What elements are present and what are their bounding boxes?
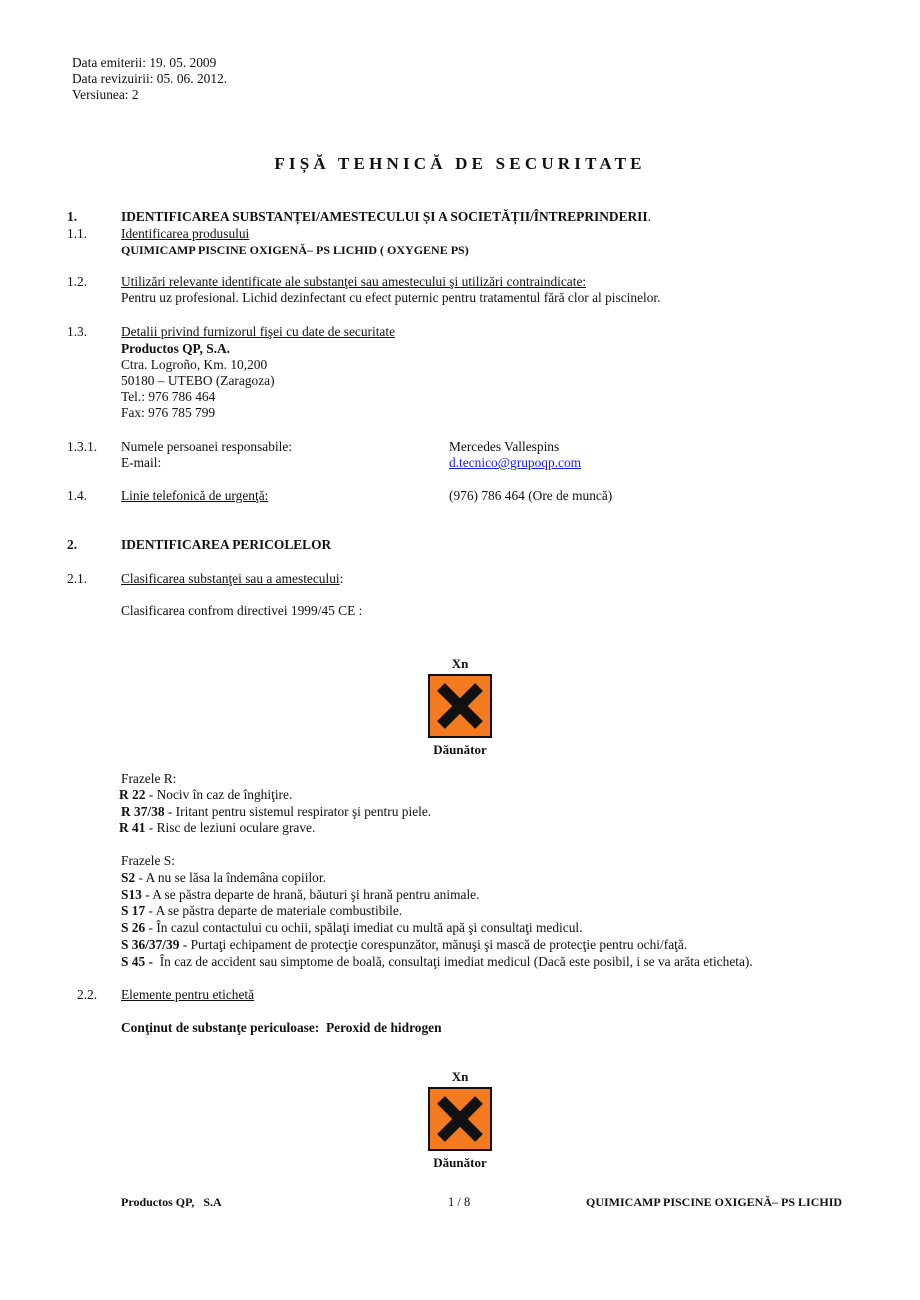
footer-page-number: 1 / 8 [448,1195,471,1209]
pictogram-code: Xn [451,1069,469,1084]
supplier-fax: Fax: 976 785 799 [121,405,216,420]
classification-directive: Clasificarea confrom directivei 1999/45 CE : [121,603,363,618]
section-2-1-label: Clasificarea substanţei sau a amestecului: [121,571,344,586]
s-phrase: S 45 - În caz de accident sau simptome de boală, consultaţi imediat medicul (Dacă este posibil, i se va arăta eticheta). [121,954,753,969]
section-1-heading: IDENTIFICAREA SUBSTANȚEI/AMESTECULUI ȘI A SOCIETĂȚII/ÎNTREPRINDERII. [121,209,651,224]
s-phrase: S2 - A nu se lăsa la îndemâna copiilor. [121,870,326,885]
hazardous-content: Conţinut de substanţe periculoase: Peroxid de hidrogen [121,1020,442,1035]
label-hazard-pictogram [405,1069,515,1171]
emergency-phone-label: Linie telefonică de urgenţă: [121,488,269,503]
s-phrase: S13 - A se păstra departe de hrană, băuturi şi hrană pentru animale. [121,887,480,902]
footer-company: Productos QP, S.A [121,1195,222,1209]
supplier-address-1: Ctra. Logroño, Km. 10,200 [121,357,268,372]
responsible-person-value: Mercedes Vallespins [449,439,560,454]
r-phrases-heading: Frazele R: [121,771,177,786]
section-2-2-number: 2.2. [77,987,98,1002]
section-2-2-label: Elemente pentru etichetă [121,987,255,1002]
section-1-3-number: 1.3. [67,324,88,339]
section-1-2-label: Utilizări relevante identificate ale substanţei sau amestecului şi utilizări contraindicate: [121,274,587,289]
issue-date: Data emiterii: 19. 05. 2009 [72,55,217,70]
product-name: QUIMICAMP PISCINE OXIGENĂ– PS LICHID ( OXYGENE PS) [121,243,469,257]
section-1-2-number: 1.2. [67,274,88,289]
section-1-1-label: Identificarea produsului [121,226,250,241]
supplier-company: Productos QP, S.A. [121,341,231,356]
section-1-2-text: Pentru uz profesional. Lichid dezinfectant cu efect puternic pentru tratamentul fără clor al piscinelor. [121,290,661,305]
footer-product: QUIMICAMP PISCINE OXIGENĂ– PS LICHID [586,1195,843,1209]
section-1-3-1-number: 1.3.1. [67,439,98,454]
section-1-number: 1. [67,209,78,224]
hazard-pictogram [405,656,515,758]
document-title: FIȘĂ TEHNICĂ DE SECURITATE [274,154,646,173]
section-1-1-number: 1.1. [67,226,88,241]
section-1-4-number: 1.4. [67,488,88,503]
email-label: E-mail: [121,455,162,470]
s-phrase: S 26 - În cazul contactului cu ochii, spălaţi imediat cu multă apă şi consultaţi medicul. [121,920,583,935]
pictogram-code: Xn [451,656,469,671]
responsible-person-label: Numele persoanei responsabile: [121,439,293,454]
harmful-x-icon [428,1087,492,1151]
r-phrase: R 22 - Nociv în caz de înghiţire. [119,787,293,802]
revision-date: Data revizuirii: 05. 06. 2012. [72,71,228,86]
supplier-address-2: 50180 – UTEBO (Zaragoza) [121,373,275,388]
r-phrase: R 37/38 - Iritant pentru sistemul respirator şi pentru piele. [121,804,432,819]
pictogram-name: Dăunător [433,742,487,757]
emergency-phone-value: (976) 786 464 (Ore de muncă) [449,488,613,503]
version: Versiunea: 2 [72,87,139,102]
harmful-x-icon [428,674,492,738]
pictogram-name: Dăunător [433,1155,487,1170]
section-2-heading: IDENTIFICAREA PERICOLELOR [121,537,332,552]
s-phrase: S 17 - A se păstra departe de materiale combustibile. [121,903,403,918]
section-2-number: 2. [67,537,78,552]
s-phrases-heading: Frazele S: [121,853,175,868]
section-2-1-number: 2.1. [67,571,88,586]
section-1-3-label: Detalii privind furnizorul fişei cu date de securitate [121,324,396,339]
supplier-tel: Tel.: 976 786 464 [121,389,216,404]
email-link[interactable]: d.tecnico@grupoqp.com [449,455,582,470]
r-phrase: R 41 - Risc de leziuni oculare grave. [119,820,316,835]
s-phrase: S 36/37/39 - Purtaţi echipament de protecţie corespunzător, mănuşi şi mască de protecţie pentru ochi/faţă. [121,937,688,952]
